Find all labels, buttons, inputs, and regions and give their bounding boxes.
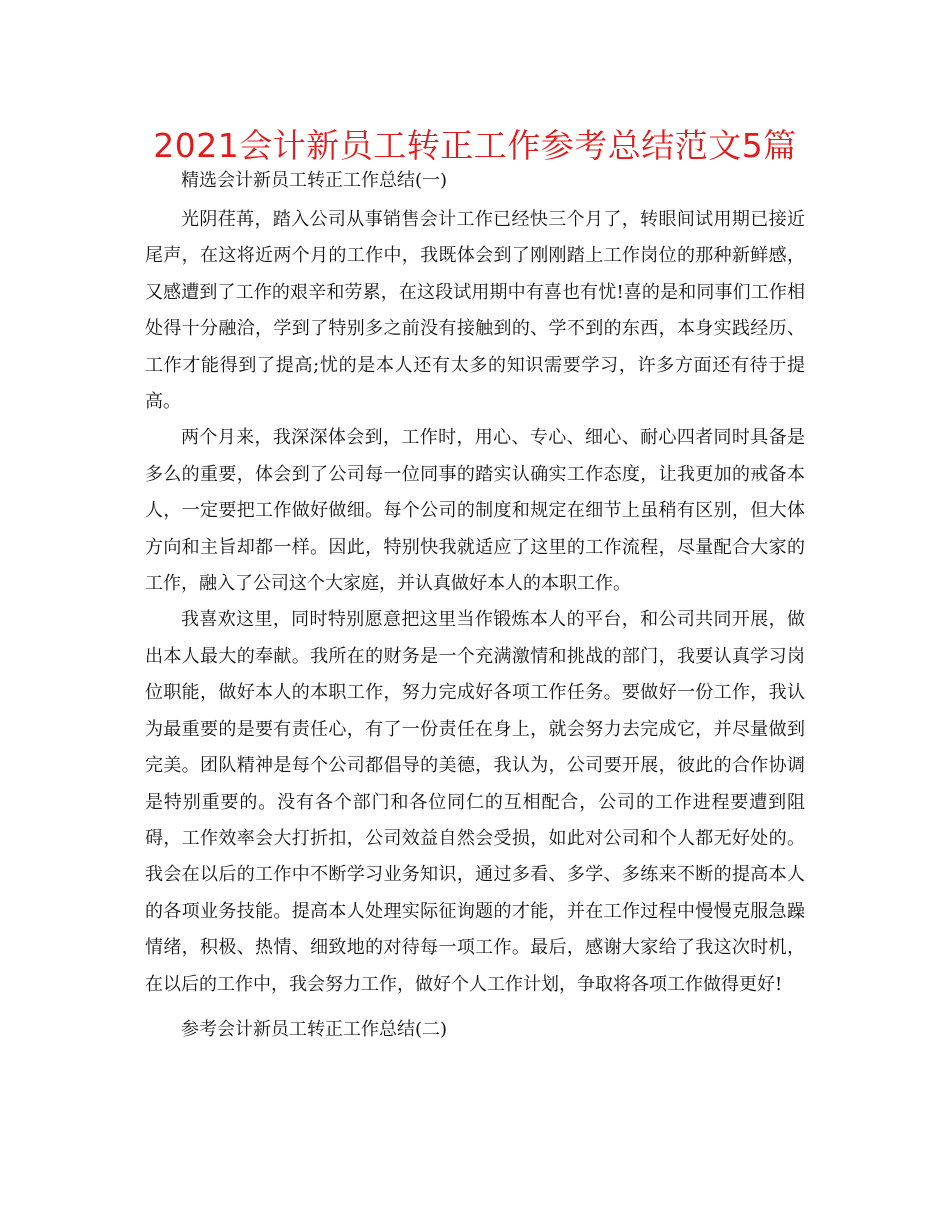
section-heading-1: 精选会计新员工转正工作总结(一): [181, 170, 448, 191]
document-title: 2021会计新员工转正工作参考总结范文5篇: [153, 126, 797, 165]
document-body: [145, 166, 805, 1051]
paragraph-2: 两个月来，我深深体会到，工作时，用心、专心、细心、耐心四者同时具备是多么的重要，体会到了公司每一位同事的踏实认确实工作态度，让我更加的戒备本人，一定要把工作做好做细。每个公司的制度和规定在细节上虽稍有区别，但大体方向和主旨却都一样。因此，特别快我就适应了这里的工作流程，尽量配合大家的工作，融入了公司这个大家庭，并认真做好本人的本职工作。: [145, 427, 805, 595]
paragraph-1: 光阴荏苒，踏入公司从事销售会计工作已经快三个月了，转眼间试用期已接近尾声，在这将近两个月的工作中，我既体会到了刚刚踏上工作岗位的那种新鲜感，又感遭到了工作的艰辛和劳累，在这段试用期中有喜也有忧!喜的是和同事们工作相处得十分融洽，学到了特别多之前没有接触到的、学不到的东西，本身实践经历、工作才能得到了提高;忧的是本人还有太多的知识需要学习，许多方面还有待于提高。: [145, 209, 805, 413]
section-heading-2: 参考会计新员工转正工作总结(二): [181, 1018, 448, 1040]
paragraph-3: 我喜欢这里，同时特别愿意把这里当作锻炼本人的平台，和公司共同开展，做出本人最大的奉献。我所在的财务是一个充满激情和挑战的部门，我要认真学习岗位职能，做好本人的本职工作，努力完成好各项工作任务。要做好一份工作，我认为最重要的是要有责任心，有了一份责任在身上，就会努力去完成它，并尽量做到完美。团队精神是每个公司都倡导的美德，我认为，公司要开展，彼此的合作协调是特别重要的。没有各个部门和各位同仁的互相配合，公司的工作进程要遭到阻碍，工作效率会大打折扣，公司效益自然会受损，如此对公司和个人都无好处的。我会在以后的工作中不断学习业务知识，通过多看、多学、多练来不断的提高本人的各项业务技能。提高本人处理实际征询题的才能，并在工作过程中慢慢克服急躁情绪，积极、热情、细致地的对待每一项工作。最后，感谢大家给了我这次时机，在以后的工作中，我会努力工作，做好个人工作计划，争取将各项工作做得更好!: [145, 609, 805, 995]
